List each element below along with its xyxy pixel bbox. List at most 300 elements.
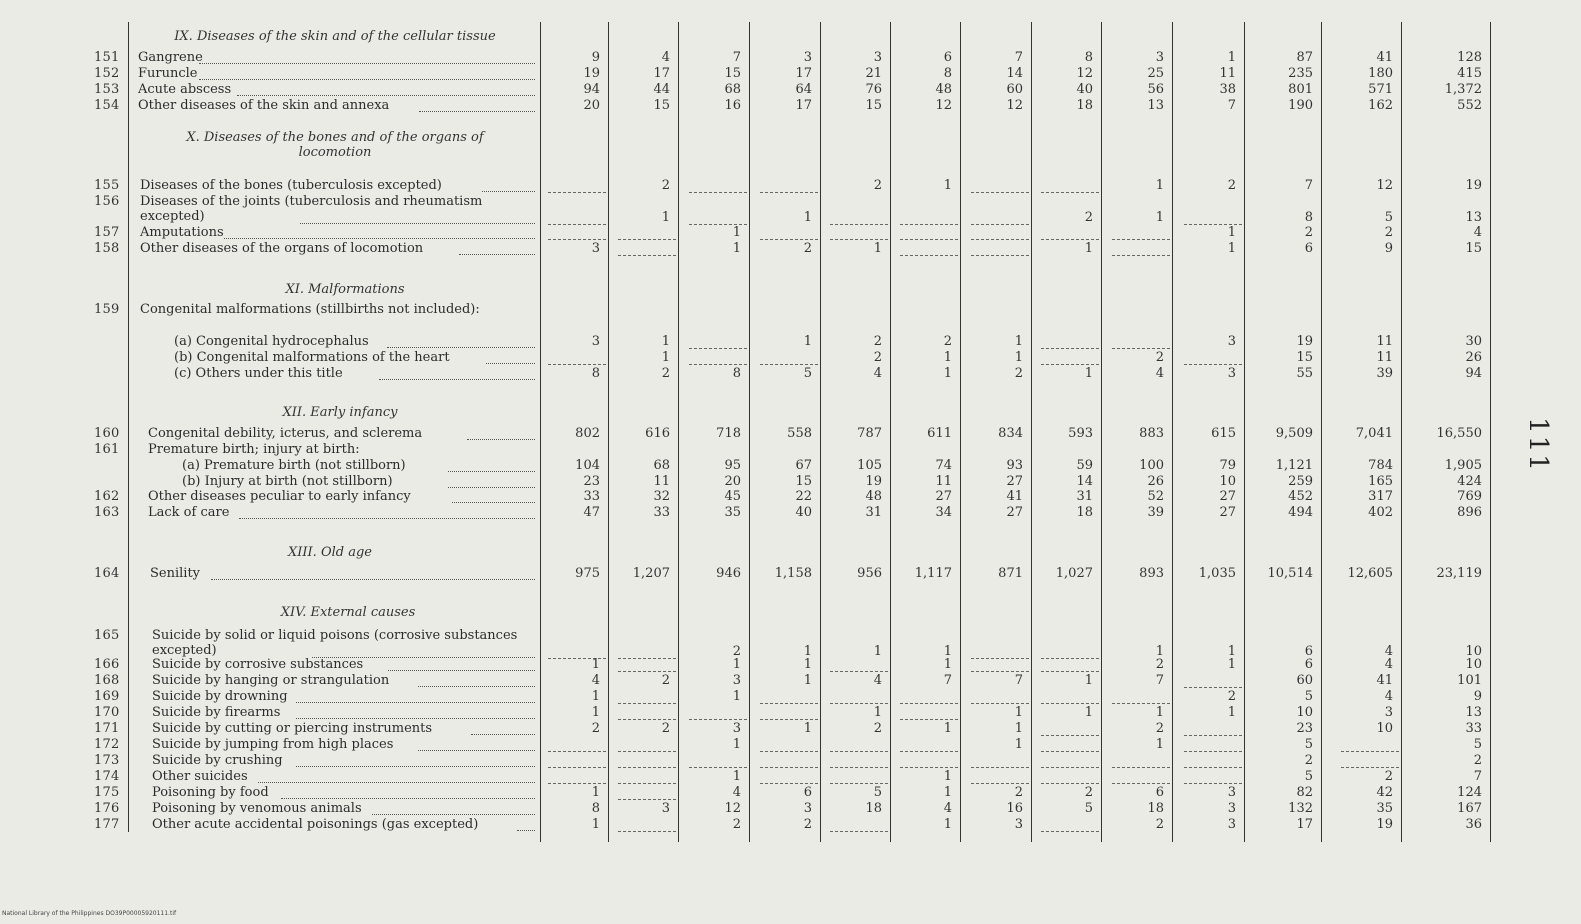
row-number: 151 bbox=[94, 50, 120, 65]
table-cell: 2 bbox=[803, 817, 812, 832]
table-cell: 45 bbox=[724, 489, 741, 504]
table-cell: 3 bbox=[1155, 50, 1164, 65]
section-heading: XII. Early infancy bbox=[282, 405, 398, 420]
row-label: Suicide by corrosive substances bbox=[152, 657, 364, 672]
row-label: Suicide by drowning bbox=[152, 689, 288, 704]
empty-cell bbox=[1112, 767, 1170, 768]
column-rule bbox=[820, 22, 821, 842]
table-cell: 7 bbox=[1304, 178, 1313, 193]
table-cell: 1 bbox=[591, 705, 600, 720]
table-cell: 26 bbox=[1465, 350, 1482, 365]
table-cell: 100 bbox=[1139, 458, 1164, 473]
empty-cell bbox=[618, 239, 676, 240]
table-cell: 1 bbox=[803, 644, 812, 659]
row-number: 169 bbox=[94, 689, 120, 704]
table-cell: 64 bbox=[795, 82, 812, 97]
table-cell: 5 bbox=[1304, 769, 1313, 784]
table-cell: 21 bbox=[865, 66, 882, 81]
row-label: Suicide by cutting or piercing instruments bbox=[152, 721, 433, 736]
table-cell: 27 bbox=[1219, 505, 1236, 520]
table-cell: 4 bbox=[1384, 689, 1393, 704]
table-cell: 3 bbox=[1227, 334, 1236, 349]
row-number: 168 bbox=[94, 673, 120, 688]
empty-cell bbox=[1112, 348, 1170, 349]
table-cell: 1 bbox=[1155, 737, 1164, 752]
empty-cell bbox=[760, 703, 818, 704]
table-cell: 2 bbox=[661, 366, 670, 381]
row-number: 177 bbox=[94, 817, 120, 832]
empty-cell bbox=[618, 658, 676, 659]
table-cell: 12 bbox=[1376, 178, 1393, 193]
table-cell: 124 bbox=[1457, 785, 1482, 800]
table-cell: 4 bbox=[732, 785, 741, 800]
empty-cell bbox=[830, 671, 888, 672]
table-cell: 1 bbox=[1084, 366, 1093, 381]
table-cell: 871 bbox=[998, 566, 1023, 581]
row-label: Lack of care bbox=[148, 505, 230, 520]
table-cell: 2 bbox=[1155, 721, 1164, 736]
table-cell: 3 bbox=[803, 801, 812, 816]
table-cell: 68 bbox=[724, 82, 741, 97]
table-cell: 1 bbox=[1227, 225, 1236, 240]
table-cell: 11 bbox=[1376, 350, 1393, 365]
empty-cell bbox=[618, 783, 676, 784]
empty-cell bbox=[689, 192, 747, 193]
empty-cell bbox=[900, 719, 958, 720]
table-cell: 16 bbox=[724, 98, 741, 113]
empty-cell bbox=[1184, 364, 1242, 365]
empty-cell bbox=[618, 751, 676, 752]
table-cell: 8 bbox=[732, 366, 741, 381]
empty-cell bbox=[1112, 703, 1170, 704]
empty-cell bbox=[548, 751, 606, 752]
table-cell: 15 bbox=[724, 66, 741, 81]
table-cell: 82 bbox=[1296, 785, 1313, 800]
table-cell: 1 bbox=[1084, 673, 1093, 688]
table-cell: 2 bbox=[1304, 753, 1313, 768]
table-cell: 1,158 bbox=[774, 566, 812, 581]
table-cell: 101 bbox=[1457, 673, 1482, 688]
empty-cell bbox=[1041, 751, 1099, 752]
table-cell: 1 bbox=[803, 334, 812, 349]
table-cell: 56 bbox=[1147, 82, 1164, 97]
dot-leader bbox=[258, 782, 535, 783]
empty-cell bbox=[971, 255, 1029, 256]
table-cell: 5 bbox=[1304, 689, 1313, 704]
table-cell: 23 bbox=[583, 474, 600, 489]
table-cell: 1 bbox=[591, 817, 600, 832]
dot-leader bbox=[296, 766, 535, 767]
table-cell: 8 bbox=[1084, 50, 1093, 65]
empty-cell bbox=[689, 364, 747, 365]
table-cell: 6 bbox=[943, 50, 952, 65]
table-cell: 35 bbox=[724, 505, 741, 520]
table-cell: 95 bbox=[724, 458, 741, 473]
table-cell: 15 bbox=[865, 98, 882, 113]
table-cell: 19 bbox=[1465, 178, 1482, 193]
table-cell: 893 bbox=[1139, 566, 1164, 581]
table-cell: 9,509 bbox=[1275, 426, 1313, 441]
table-cell: 2 bbox=[661, 673, 670, 688]
row-number: 172 bbox=[94, 737, 120, 752]
dot-leader bbox=[224, 238, 535, 239]
table-cell: 9 bbox=[1384, 241, 1393, 256]
column-rule bbox=[960, 22, 961, 842]
table-cell: 1 bbox=[943, 785, 952, 800]
dot-leader bbox=[517, 830, 535, 831]
table-cell: 6 bbox=[1155, 785, 1164, 800]
empty-cell bbox=[1041, 192, 1099, 193]
empty-cell bbox=[1112, 255, 1170, 256]
table-cell: 2 bbox=[803, 241, 812, 256]
column-rule bbox=[749, 22, 750, 842]
table-cell: 2 bbox=[943, 334, 952, 349]
table-cell: 1,117 bbox=[914, 566, 952, 581]
row-label: Other suicides bbox=[152, 769, 248, 784]
table-cell: 1 bbox=[943, 769, 952, 784]
table-cell: 3 bbox=[1014, 817, 1023, 832]
column-rule bbox=[890, 22, 891, 842]
table-cell: 571 bbox=[1368, 82, 1393, 97]
table-cell: 15 bbox=[795, 474, 812, 489]
table-cell: 27 bbox=[1006, 505, 1023, 520]
row-label: Acute abscess bbox=[138, 82, 232, 97]
row-label: Other acute accidental poisonings (gas excepted) bbox=[152, 817, 479, 832]
table-cell: 1,207 bbox=[632, 566, 670, 581]
empty-cell bbox=[1041, 348, 1099, 349]
empty-cell bbox=[548, 364, 606, 365]
table-cell: 13 bbox=[1147, 98, 1164, 113]
table-cell: 4 bbox=[943, 801, 952, 816]
row-number: 155 bbox=[94, 178, 120, 193]
table-cell: 12 bbox=[935, 98, 952, 113]
row-label: Poisoning by venomous animals bbox=[152, 801, 362, 816]
dot-leader bbox=[199, 63, 535, 64]
table-cell: 5 bbox=[1304, 737, 1313, 752]
table-cell: 9 bbox=[1473, 689, 1482, 704]
column-rule bbox=[1101, 22, 1102, 842]
table-cell: 2 bbox=[1227, 178, 1236, 193]
table-cell: 7 bbox=[1014, 50, 1023, 65]
table-cell: 1,035 bbox=[1198, 566, 1236, 581]
table-cell: 10 bbox=[1296, 705, 1313, 720]
row-number: 175 bbox=[94, 785, 120, 800]
table-cell: 15 bbox=[653, 98, 670, 113]
table-cell: 15 bbox=[1465, 241, 1482, 256]
table-cell: 17 bbox=[795, 98, 812, 113]
row-label: (b) Injury at birth (not stillborn) bbox=[182, 474, 393, 489]
table-cell: 8 bbox=[1304, 210, 1313, 225]
dot-leader bbox=[418, 750, 535, 751]
table-cell: 7 bbox=[1227, 98, 1236, 113]
table-cell: 3 bbox=[873, 50, 882, 65]
table-cell: 48 bbox=[935, 82, 952, 97]
table-cell: 1 bbox=[661, 350, 670, 365]
table-cell: 19 bbox=[1376, 817, 1393, 832]
table-cell: 17 bbox=[1296, 817, 1313, 832]
empty-cell bbox=[760, 767, 818, 768]
scan-footer: National Library of the Philippines DO39P00005920111.tif bbox=[2, 910, 177, 917]
row-number: 154 bbox=[94, 98, 120, 113]
table-cell: 1 bbox=[803, 673, 812, 688]
column-rule bbox=[1172, 22, 1173, 842]
table-cell: 615 bbox=[1211, 426, 1236, 441]
row-label: Senility bbox=[150, 566, 201, 581]
table-cell: 12 bbox=[1006, 98, 1023, 113]
row-number: 163 bbox=[94, 505, 120, 520]
table-cell: 94 bbox=[583, 82, 600, 97]
table-cell: 2 bbox=[873, 721, 882, 736]
empty-cell bbox=[830, 224, 888, 225]
table-cell: 4 bbox=[1155, 366, 1164, 381]
dot-leader bbox=[448, 471, 535, 472]
empty-cell bbox=[1184, 783, 1242, 784]
table-cell: 2 bbox=[661, 721, 670, 736]
empty-cell bbox=[900, 751, 958, 752]
table-cell: 1 bbox=[661, 334, 670, 349]
table-cell: 5 bbox=[1473, 737, 1482, 752]
dot-leader bbox=[486, 363, 535, 364]
table-cell: 27 bbox=[935, 489, 952, 504]
table-cell: 34 bbox=[935, 505, 952, 520]
table-cell: 16,550 bbox=[1436, 426, 1482, 441]
table-cell: 2 bbox=[873, 178, 882, 193]
empty-cell bbox=[1184, 751, 1242, 752]
table-cell: 19 bbox=[865, 474, 882, 489]
empty-cell bbox=[548, 767, 606, 768]
table-cell: 20 bbox=[724, 474, 741, 489]
column-rule bbox=[1490, 22, 1491, 842]
table-cell: 52 bbox=[1147, 489, 1164, 504]
table-cell: 105 bbox=[857, 458, 882, 473]
empty-cell bbox=[1041, 703, 1099, 704]
table-cell: 12 bbox=[724, 801, 741, 816]
table-cell: 1 bbox=[591, 689, 600, 704]
table-cell: 39 bbox=[1147, 505, 1164, 520]
table-cell: 31 bbox=[1076, 489, 1093, 504]
table-cell: 2 bbox=[1227, 689, 1236, 704]
dot-leader bbox=[459, 254, 535, 255]
row-label: Amputations bbox=[140, 225, 224, 240]
table-cell: 11 bbox=[1376, 334, 1393, 349]
table-cell: 1 bbox=[1155, 178, 1164, 193]
table-cell: 1 bbox=[1227, 705, 1236, 720]
empty-cell bbox=[971, 703, 1029, 704]
table-cell: 33 bbox=[653, 505, 670, 520]
empty-cell bbox=[1341, 751, 1399, 752]
table-cell: 6 bbox=[1304, 657, 1313, 672]
table-cell: 1 bbox=[1227, 644, 1236, 659]
table-cell: 44 bbox=[653, 82, 670, 97]
row-label: Congenital malformations (stillbirths not included): bbox=[140, 302, 480, 317]
table-cell: 10 bbox=[1465, 644, 1482, 659]
table-cell: 27 bbox=[1006, 474, 1023, 489]
table-cell: 415 bbox=[1457, 66, 1482, 81]
table-cell: 834 bbox=[998, 426, 1023, 441]
table-cell: 956 bbox=[857, 566, 882, 581]
table-cell: 317 bbox=[1368, 489, 1393, 504]
row-label: (b) Congenital malformations of the heart bbox=[174, 350, 450, 365]
row-number: 153 bbox=[94, 82, 120, 97]
table-cell: 4 bbox=[1384, 657, 1393, 672]
row-number: 174 bbox=[94, 769, 120, 784]
table-cell: 611 bbox=[927, 426, 952, 441]
table-cell: 94 bbox=[1465, 366, 1482, 381]
table-cell: 23,119 bbox=[1436, 566, 1482, 581]
empty-cell bbox=[689, 348, 747, 349]
dot-leader bbox=[482, 191, 535, 192]
dot-leader bbox=[448, 487, 535, 488]
row-label: Furuncle bbox=[138, 66, 198, 81]
empty-cell bbox=[618, 703, 676, 704]
dot-leader bbox=[388, 670, 535, 671]
table-cell: 2 bbox=[1304, 225, 1313, 240]
empty-cell bbox=[548, 239, 606, 240]
table-cell: 39 bbox=[1376, 366, 1393, 381]
empty-cell bbox=[830, 751, 888, 752]
row-label: Suicide by jumping from high places bbox=[152, 737, 394, 752]
column-rule bbox=[1244, 22, 1245, 842]
empty-cell bbox=[618, 831, 676, 832]
table-cell: 128 bbox=[1457, 50, 1482, 65]
table-cell: 27 bbox=[1219, 489, 1236, 504]
table-cell: 60 bbox=[1006, 82, 1023, 97]
empty-cell bbox=[971, 239, 1029, 240]
row-label: Suicide by hanging or strangulation bbox=[152, 673, 390, 688]
dot-leader bbox=[296, 702, 535, 703]
section-heading: IX. Diseases of the skin and of the cellular tissue bbox=[174, 29, 496, 44]
empty-cell bbox=[1041, 671, 1099, 672]
table-cell: 1,027 bbox=[1055, 566, 1093, 581]
table-cell: 2 bbox=[873, 334, 882, 349]
table-cell: 6 bbox=[803, 785, 812, 800]
dot-leader bbox=[296, 718, 535, 719]
table-cell: 235 bbox=[1288, 66, 1313, 81]
table-cell: 1 bbox=[943, 721, 952, 736]
table-cell: 26 bbox=[1147, 474, 1164, 489]
table-cell: 1 bbox=[943, 657, 952, 672]
table-cell: 593 bbox=[1068, 426, 1093, 441]
section-heading: XIV. External causes bbox=[280, 605, 416, 620]
table-cell: 11 bbox=[1219, 66, 1236, 81]
table-cell: 2 bbox=[661, 178, 670, 193]
row-number: 171 bbox=[94, 721, 120, 736]
table-cell: 10 bbox=[1376, 721, 1393, 736]
table-cell: 3 bbox=[732, 721, 741, 736]
empty-cell bbox=[830, 239, 888, 240]
empty-cell bbox=[971, 671, 1029, 672]
table-cell: 896 bbox=[1457, 505, 1482, 520]
table-cell: 1 bbox=[1084, 241, 1093, 256]
table-cell: 2 bbox=[1155, 657, 1164, 672]
empty-cell bbox=[760, 719, 818, 720]
dot-leader bbox=[281, 798, 535, 799]
table-cell: 3 bbox=[1384, 705, 1393, 720]
table-cell: 1 bbox=[1155, 210, 1164, 225]
table-cell: 33 bbox=[1465, 721, 1482, 736]
table-cell: 259 bbox=[1288, 474, 1313, 489]
section-heading: X. Diseases of the bones and of the organs of locomotion bbox=[186, 130, 484, 160]
dot-leader bbox=[300, 223, 535, 224]
row-label: (c) Others under this title bbox=[174, 366, 343, 381]
table-cell: 67 bbox=[795, 458, 812, 473]
table-cell: 35 bbox=[1376, 801, 1393, 816]
dot-leader bbox=[239, 518, 535, 519]
table-cell: 1 bbox=[943, 178, 952, 193]
row-number: 164 bbox=[94, 566, 120, 581]
empty-cell bbox=[971, 224, 1029, 225]
table-cell: 38 bbox=[1219, 82, 1236, 97]
table-cell: 8 bbox=[591, 801, 600, 816]
empty-cell bbox=[689, 767, 747, 768]
table-cell: 31 bbox=[865, 505, 882, 520]
table-cell: 2 bbox=[1014, 366, 1023, 381]
page-number: 111 bbox=[1522, 417, 1553, 473]
row-label: Congenital debility, icterus, and sclerema bbox=[148, 426, 423, 441]
table-cell: 3 bbox=[803, 50, 812, 65]
table-cell: 1 bbox=[732, 225, 741, 240]
dot-leader bbox=[372, 814, 535, 815]
table-cell: 59 bbox=[1076, 458, 1093, 473]
table-cell: 1 bbox=[1014, 334, 1023, 349]
table-cell: 424 bbox=[1457, 474, 1482, 489]
column-rule bbox=[1321, 22, 1322, 842]
empty-cell bbox=[548, 224, 606, 225]
table-cell: 1 bbox=[732, 737, 741, 752]
table-cell: 2 bbox=[1084, 785, 1093, 800]
table-cell: 165 bbox=[1368, 474, 1393, 489]
table-cell: 2 bbox=[1384, 769, 1393, 784]
table-cell: 3 bbox=[732, 673, 741, 688]
table-cell: 25 bbox=[1147, 66, 1164, 81]
table-cell: 3 bbox=[661, 801, 670, 816]
table-cell: 801 bbox=[1288, 82, 1313, 97]
table-cell: 180 bbox=[1368, 66, 1393, 81]
column-rule bbox=[678, 22, 679, 842]
table-cell: 1 bbox=[732, 769, 741, 784]
table-cell: 55 bbox=[1296, 366, 1313, 381]
row-label: Other diseases peculiar to early infancy bbox=[148, 489, 411, 504]
table-cell: 5 bbox=[873, 785, 882, 800]
empty-cell bbox=[760, 783, 818, 784]
row-number: 166 bbox=[94, 657, 120, 672]
table-cell: 23 bbox=[1296, 721, 1313, 736]
table-cell: 87 bbox=[1296, 50, 1313, 65]
table-cell: 1 bbox=[1084, 705, 1093, 720]
table-cell: 22 bbox=[795, 489, 812, 504]
empty-cell bbox=[548, 783, 606, 784]
empty-cell bbox=[760, 364, 818, 365]
table-cell: 1,372 bbox=[1444, 82, 1482, 97]
empty-cell bbox=[1341, 767, 1399, 768]
table-cell: 4 bbox=[873, 673, 882, 688]
empty-cell bbox=[689, 719, 747, 720]
table-cell: 2 bbox=[1155, 350, 1164, 365]
empty-cell bbox=[1041, 735, 1099, 736]
row-label: Diseases of the bones (tuberculosis excepted) bbox=[140, 178, 442, 193]
table-cell: 19 bbox=[583, 66, 600, 81]
dot-leader bbox=[418, 686, 535, 687]
row-label: Suicide by solid or liquid poisons (corrosive substances excepted) bbox=[152, 628, 518, 658]
table-cell: 2 bbox=[732, 817, 741, 832]
empty-cell bbox=[618, 255, 676, 256]
table-cell: 5 bbox=[1384, 210, 1393, 225]
row-label: (a) Congenital hydrocephalus bbox=[174, 334, 369, 349]
table-cell: 13 bbox=[1465, 705, 1482, 720]
empty-cell bbox=[1041, 658, 1099, 659]
table-cell: 7 bbox=[1014, 673, 1023, 688]
empty-cell bbox=[900, 767, 958, 768]
